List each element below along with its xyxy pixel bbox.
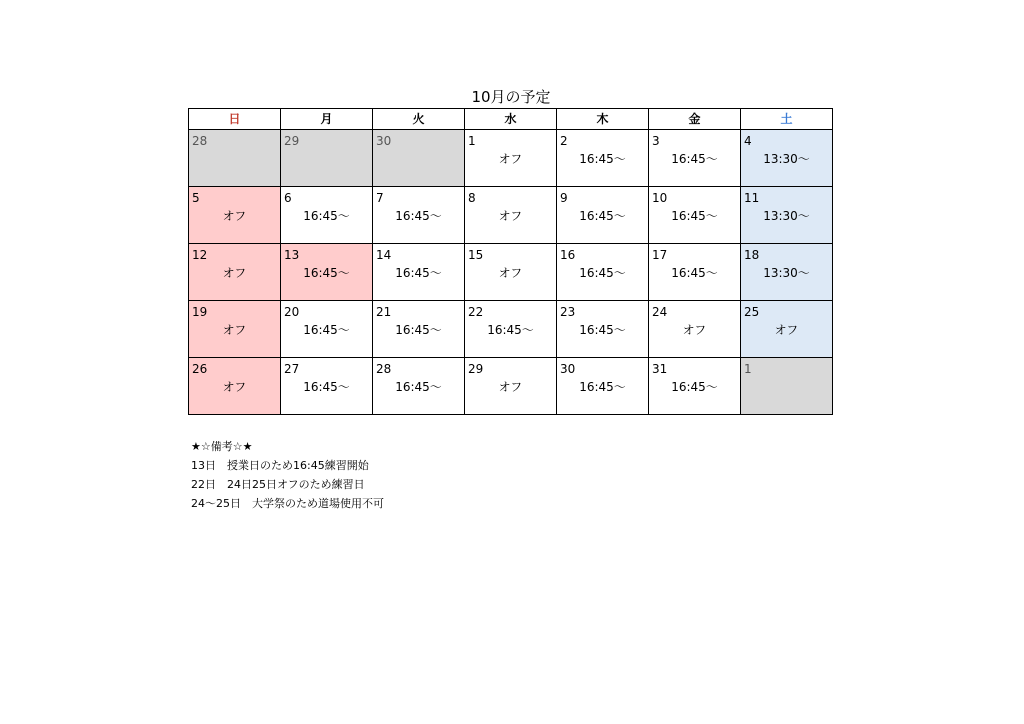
calendar-day-cell <box>281 244 373 301</box>
day-event: 13:30～ <box>763 209 810 223</box>
calendar-day-cell <box>189 130 281 187</box>
note-item: 22日 24日25日オフのため練習日 <box>191 478 365 491</box>
calendar-day-cell <box>465 244 557 301</box>
calendar-day-cell <box>557 130 649 187</box>
day-number: 18 <box>744 248 760 262</box>
day-number: 29 <box>468 362 484 376</box>
calendar-day-cell <box>281 301 373 358</box>
day-event: 16:45～ <box>303 380 350 394</box>
day-event: 16:45～ <box>303 323 350 337</box>
calendar-day-cell <box>189 244 281 301</box>
day-event: オフ <box>498 152 523 166</box>
day-event: オフ <box>222 266 247 280</box>
calendar-day-cell <box>465 301 557 358</box>
weekday-header: 日 <box>189 109 281 130</box>
calendar-week-row <box>189 130 833 187</box>
day-number: 7 <box>376 191 384 205</box>
calendar-week-row <box>189 244 833 301</box>
day-number: 9 <box>560 191 568 205</box>
day-number: 10 <box>652 191 668 205</box>
calendar-day-cell <box>557 244 649 301</box>
day-number: 26 <box>192 362 208 376</box>
day-number: 3 <box>652 134 660 148</box>
calendar-week-row <box>189 187 833 244</box>
day-number: 1 <box>468 134 476 148</box>
day-number: 29 <box>284 134 300 148</box>
day-event: 16:45～ <box>395 323 442 337</box>
calendar-weeks <box>189 130 833 415</box>
day-number: 31 <box>652 362 668 376</box>
weekday-header: 水 <box>465 109 557 130</box>
day-event: オフ <box>222 323 247 337</box>
day-number: 15 <box>468 248 484 262</box>
day-event: 16:45～ <box>671 209 718 223</box>
calendar-day-cell <box>649 130 741 187</box>
day-event: 16:45～ <box>303 209 350 223</box>
day-event: オフ <box>498 209 523 223</box>
calendar-day-cell <box>557 301 649 358</box>
calendar-day-cell <box>465 130 557 187</box>
day-number: 21 <box>376 305 392 319</box>
day-number: 20 <box>284 305 300 319</box>
calendar-day-cell <box>649 358 741 415</box>
day-number: 12 <box>192 248 208 262</box>
day-number: 30 <box>376 134 392 148</box>
day-event: 16:45～ <box>579 323 626 337</box>
weekday-header: 金 <box>649 109 741 130</box>
day-event: 16:45～ <box>671 380 718 394</box>
day-number: 11 <box>744 191 760 205</box>
calendar-day-cell <box>649 187 741 244</box>
day-event: 16:45～ <box>579 380 626 394</box>
weekday-header: 月 <box>281 109 373 130</box>
day-event: オフ <box>222 380 247 394</box>
day-event: 13:30～ <box>763 152 810 166</box>
calendar-day-cell <box>741 301 833 358</box>
calendar-grid <box>188 108 833 415</box>
day-number: 4 <box>744 134 752 148</box>
calendar-week-row <box>189 301 833 358</box>
weekday-header-row <box>189 109 833 130</box>
day-event: 16:45～ <box>579 152 626 166</box>
day-number: 14 <box>376 248 392 262</box>
day-event: 16:45～ <box>395 266 442 280</box>
calendar-day-cell <box>649 301 741 358</box>
calendar-day-cell <box>557 358 649 415</box>
calendar-day-cell <box>189 301 281 358</box>
day-event: オフ <box>222 209 247 223</box>
day-number: 2 <box>560 134 568 148</box>
calendar-day-cell <box>373 244 465 301</box>
calendar-day-cell <box>281 130 373 187</box>
calendar-day-cell <box>189 187 281 244</box>
day-number: 13 <box>284 248 300 262</box>
calendar-title: 10月の予定 <box>471 88 551 106</box>
day-event: 16:45～ <box>395 380 442 394</box>
day-number: 19 <box>192 305 208 319</box>
day-event: 16:45～ <box>487 323 534 337</box>
note-item: 13日 授業日のため16:45練習開始 <box>191 459 369 472</box>
day-number: 17 <box>652 248 668 262</box>
day-number: 1 <box>744 362 752 376</box>
calendar-day-cell <box>465 358 557 415</box>
day-event: 13:30～ <box>763 266 810 280</box>
calendar-day-cell <box>557 187 649 244</box>
day-number: 23 <box>560 305 576 319</box>
day-event: 16:45～ <box>395 209 442 223</box>
day-number: 30 <box>560 362 576 376</box>
day-number: 22 <box>468 305 484 319</box>
day-number: 24 <box>652 305 668 319</box>
day-event: 16:45～ <box>579 266 626 280</box>
calendar-day-cell <box>741 187 833 244</box>
day-number: 5 <box>192 191 200 205</box>
day-event: オフ <box>498 380 523 394</box>
note-item: 24～25日 大学祭のため道場使用不可 <box>191 497 384 510</box>
day-event: 16:45～ <box>303 266 350 280</box>
calendar-day-cell <box>373 187 465 244</box>
calendar-day-cell <box>649 244 741 301</box>
calendar-day-cell <box>741 358 833 415</box>
day-event: 16:45～ <box>671 266 718 280</box>
day-event: 16:45～ <box>579 209 626 223</box>
notes-heading: ★☆備考☆★ <box>191 440 253 453</box>
notes-section <box>191 437 384 513</box>
calendar-day-cell <box>373 301 465 358</box>
calendar-day-cell <box>189 358 281 415</box>
calendar-day-cell <box>373 130 465 187</box>
calendar-day-cell <box>373 358 465 415</box>
weekday-header: 土 <box>741 109 833 130</box>
day-number: 6 <box>284 191 292 205</box>
day-number: 8 <box>468 191 476 205</box>
calendar-day-cell <box>281 187 373 244</box>
notes-list <box>191 456 384 513</box>
calendar-day-cell <box>741 244 833 301</box>
calendar-day-cell <box>465 187 557 244</box>
day-number: 16 <box>560 248 576 262</box>
weekday-header: 火 <box>373 109 465 130</box>
day-event: オフ <box>682 323 707 337</box>
day-event: 16:45～ <box>671 152 718 166</box>
calendar-day-cell <box>281 358 373 415</box>
day-number: 28 <box>376 362 392 376</box>
calendar-day-cell <box>741 130 833 187</box>
day-number: 27 <box>284 362 300 376</box>
day-event: オフ <box>498 266 523 280</box>
calendar-week-row <box>189 358 833 415</box>
day-number: 28 <box>192 134 208 148</box>
day-event: オフ <box>774 323 799 337</box>
day-number: 25 <box>744 305 760 319</box>
weekday-header: 木 <box>557 109 649 130</box>
